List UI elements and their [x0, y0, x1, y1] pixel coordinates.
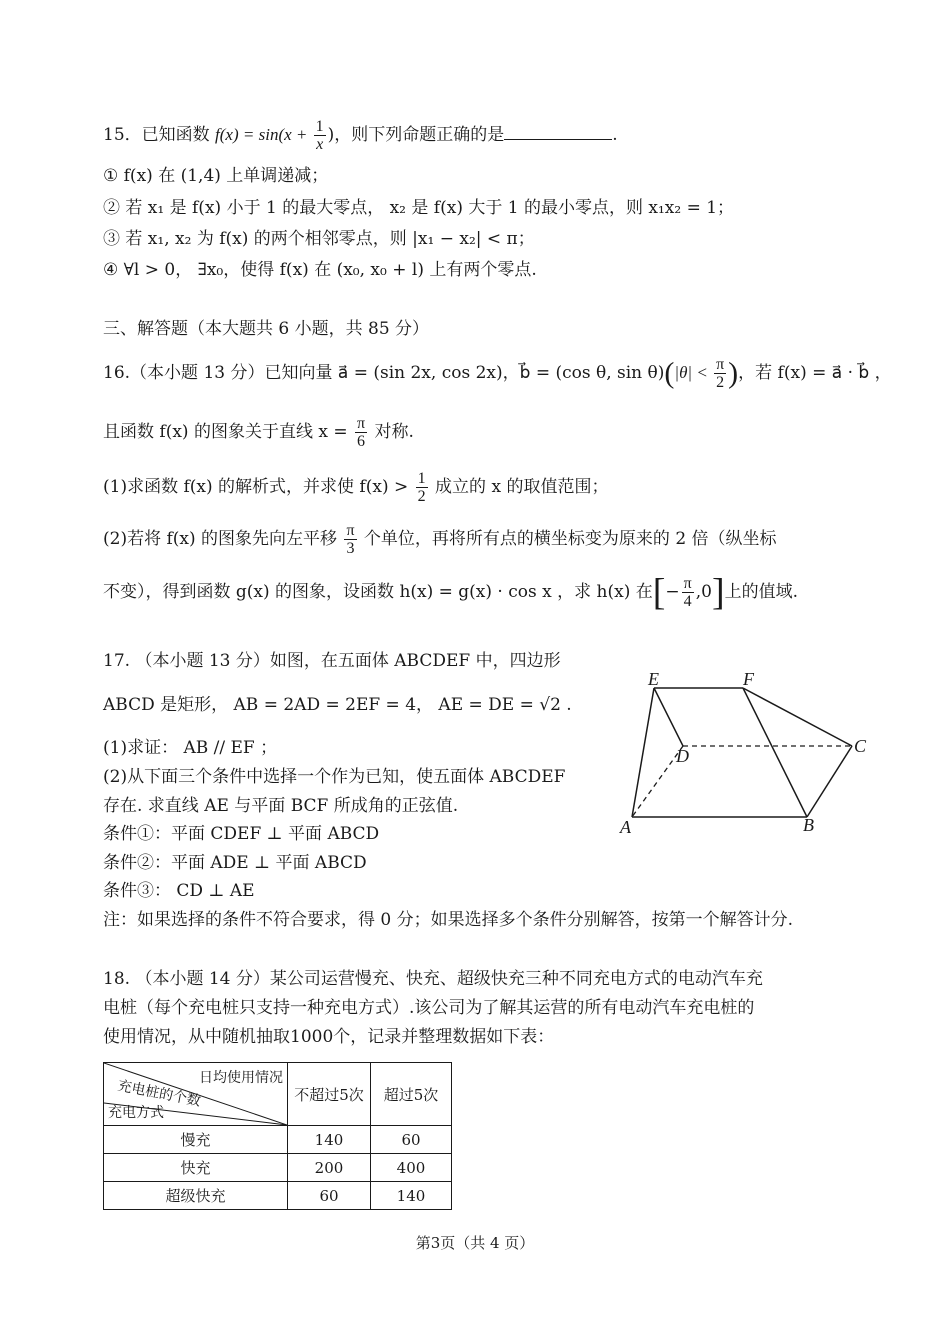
corner-label-method: 充电方式: [108, 1105, 164, 1121]
q15-option-3: ③ 若 x₁, x₂ 为 f(x) 的两个相邻零点，则 |x₁ − x₂| < π；: [103, 229, 535, 249]
label-D: D: [676, 746, 689, 766]
table-row: [104, 1154, 452, 1182]
q15-stem-end: .: [612, 125, 618, 145]
pentahedron-figure: [610, 665, 870, 840]
row-label: 超级快充: [104, 1182, 288, 1210]
label-A: A: [620, 817, 631, 837]
q16-line-1: [103, 356, 892, 391]
label-B: B: [803, 815, 814, 835]
q16-part1-text: (1)求函数 f(x) 的解析式，并求使 f(x) >: [103, 477, 414, 497]
q16-part2-cont: 个单位，再将所有点的横坐标变为原来的 2 倍（纵坐标: [358, 529, 777, 549]
frac-num: π: [346, 522, 355, 539]
q15-option-2: ② 若 x₁ 是 f(x) 小于 1 的最大零点， x₂ 是 f(x) 大于 1 的最小零点，则 x₁x₂ = 1；: [103, 198, 735, 218]
frac-num: 1: [417, 470, 426, 487]
q16-vectors: 16.（本小题 13 分）已知向量 a⃗ = (sin 2x, cos 2x)，b⃗ = (cos θ, sin θ): [103, 363, 665, 383]
q16-part-1: [103, 470, 608, 505]
q17-line-1: 17. （本小题 13 分）如图，在五面体 ABCDEF 中，四边形: [103, 651, 561, 671]
q16-part-2-line-2: [103, 571, 799, 614]
cell-value: 200: [288, 1154, 371, 1182]
table-row: [104, 1126, 452, 1154]
q16-fx-def: ，若 f(x) = a⃗ · b⃗ ，: [738, 363, 892, 383]
q15-stem-post: )，则下列命题正确的是: [327, 125, 505, 145]
interval-end: ,0: [695, 582, 712, 602]
answer-blank: [504, 121, 612, 140]
q15-frac-den: x: [316, 136, 324, 153]
page-footer: 第3页（共 4 页）: [415, 1234, 535, 1252]
interval-bracket-open: [: [652, 571, 666, 614]
cell-value: 400: [371, 1154, 452, 1182]
q17-line-5: 存在. 求直线 AE 与平面 BCF 所成角的正弦值.: [103, 796, 459, 816]
row-label: 快充: [104, 1154, 288, 1182]
section-heading: 三、解答题（本大题共 6 小题，共 85 分）: [103, 319, 430, 339]
q17-line-4: (2)从下面三个条件中选择一个作为已知，使五面体 ABCDEF: [103, 767, 566, 787]
frac-den: 6: [357, 433, 366, 450]
corner-label-count: 充电桩的个数: [116, 1077, 202, 1110]
q16-frac-pi-6: [355, 415, 367, 450]
frac-num: π: [683, 575, 692, 592]
q16-frac-1-2: [416, 470, 428, 505]
q17-condition-1: 条件①：平面 CDEF ⊥ 平面 ABCD: [103, 824, 380, 844]
label-E: E: [648, 669, 659, 689]
q16-part2-text: (2)若将 f(x) 的图象先向左平移: [103, 529, 343, 549]
table-row: [104, 1182, 452, 1210]
corner-label-usage: 日均使用情况: [199, 1070, 283, 1086]
q16-theta-cond: |θ| <: [674, 363, 713, 382]
q16-line-2: [103, 415, 414, 450]
cell-value: 60: [371, 1126, 452, 1154]
table-corner-cell: [104, 1063, 288, 1126]
interval-bracket-close: ]: [711, 571, 725, 614]
frac-num: π: [357, 415, 366, 432]
q16-paren-close: ): [728, 356, 739, 390]
q17-line-3: (1)求证： AB // EF ；: [103, 738, 278, 758]
q18-line-3: 使用情况，从中随机抽取1000个，记录并整理数据如下表：: [103, 1027, 555, 1047]
label-C: C: [854, 736, 867, 756]
q18-line-2: 电桩（每个充电桩只支持一种充电方式）.该公司为了解其运营的所有电动汽车充电桩的: [103, 998, 755, 1018]
frac-den: 2: [716, 374, 725, 391]
frac-den: 3: [346, 540, 355, 557]
q16-paren-open: (: [664, 356, 675, 390]
q16-symmetry-end: 对称.: [369, 422, 414, 442]
interval-minus: −: [665, 582, 680, 602]
column-header-gt5: 超过5次: [371, 1063, 452, 1126]
q17-note: 注：如果选择的条件不符合要求，得 0 分；如果选择多个条件分别解答，按第一个解答计分.: [103, 910, 794, 930]
q15-stem: [103, 118, 618, 153]
cell-value: 60: [288, 1182, 371, 1210]
frac-den: 2: [417, 488, 426, 505]
q15-frac-num: 1: [315, 118, 324, 135]
q16-part2-end: 上的值域.: [724, 582, 799, 602]
q16-symmetry: 且函数 f(x) 的图象关于直线 x =: [103, 422, 353, 442]
column-header-le5: 不超过5次: [288, 1063, 371, 1126]
q15-option-1: ① f(x) 在 (1,4) 上单调递减；: [103, 166, 329, 186]
q15-func: f(x) = sin(x +: [215, 125, 312, 144]
q15-stem-pre: 15．已知函数: [103, 125, 216, 145]
q17-condition-2: 条件②：平面 ADE ⊥ 平面 ABCD: [103, 853, 367, 873]
q17-line-2: ABCD 是矩形， AB = 2AD = 2EF = 4， AE = DE = √2 .: [103, 695, 572, 715]
q18-line-1: 18. （本小题 14 分）某公司运营慢充、快充、超级快充三种不同充电方式的电动汽车充: [103, 969, 763, 989]
cell-value: 140: [288, 1126, 371, 1154]
frac-num: π: [716, 356, 725, 373]
q17-condition-3: 条件③： CD ⊥ AE: [103, 881, 255, 901]
q16-part-2: [103, 522, 777, 557]
q15-frac: [314, 118, 326, 153]
frac-den: 4: [683, 593, 692, 610]
charging-data-table: [103, 1062, 452, 1210]
cell-value: 140: [371, 1182, 452, 1210]
q16-frac-pi-2: [714, 356, 726, 391]
q16-frac-pi-3: [344, 522, 356, 557]
q15-option-4: ④ ∀l > 0， ∃x₀，使得 f(x) 在 (x₀, x₀ + l) 上有两个零点.: [103, 260, 537, 280]
q16-frac-pi-4: [682, 575, 694, 610]
q16-part1-end: 成立的 x 的取值范围；: [429, 477, 609, 497]
row-label: 慢充: [104, 1126, 288, 1154]
q16-part2-line2-text: 不变），得到函数 g(x) 的图象，设函数 h(x) = g(x) · cos x ，求 h(x) 在: [103, 582, 653, 602]
label-F: F: [743, 669, 754, 689]
